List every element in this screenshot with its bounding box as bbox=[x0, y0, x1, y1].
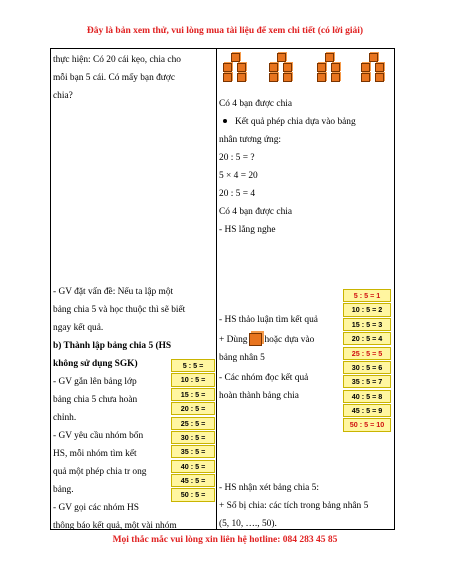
cube-icon bbox=[237, 73, 246, 82]
left-text: bảng chia 5 chưa hoàn bbox=[53, 395, 138, 405]
cube-icon bbox=[361, 73, 370, 82]
division-fact-cell: 15 : 5 = bbox=[171, 388, 215, 401]
cube-icon bbox=[375, 73, 384, 82]
division-fact-cell: 35 : 5 = bbox=[171, 445, 215, 458]
division-fact-cell: 40 : 5 = bbox=[171, 460, 215, 473]
left-text: - GV gắn lên bảng lớp bbox=[53, 377, 137, 387]
cube-group bbox=[269, 53, 295, 83]
cube-group bbox=[317, 53, 343, 83]
division-fact-cell: 30 : 5 = bbox=[171, 431, 215, 444]
candy-cubes-illustration bbox=[219, 53, 393, 89]
cube-icon bbox=[249, 333, 262, 346]
division-fact-cell: 40 : 5 = 8 bbox=[343, 390, 391, 403]
right-text: + Số bị chia: các tích trong bảng nhân 5 bbox=[219, 501, 369, 511]
division-fact-cell: 25 : 5 = 5 bbox=[343, 347, 391, 360]
right-text: bảng nhân 5 bbox=[219, 353, 265, 363]
bullet-icon bbox=[223, 119, 227, 123]
cube-icon bbox=[231, 53, 240, 62]
preview-notice: Đây là bản xem thử, vui lòng mua tài liệu để xem chi tiết (có lời giải) bbox=[86, 26, 364, 36]
left-text: bảng chia 5 và học thuộc thì sẽ biết bbox=[53, 305, 186, 315]
division-fact-cell: 20 : 5 = bbox=[171, 402, 215, 415]
division-fact-cell: 15 : 5 = 3 bbox=[343, 318, 391, 331]
right-text: hoàn thành bảng chia bbox=[219, 391, 299, 401]
hotline-notice: Mọi thắc mắc vui lòng xin liên hệ hotline: 084 283 45 85 bbox=[112, 535, 338, 545]
section-heading: b) Thành lập bảng chia 5 (HS bbox=[53, 341, 172, 351]
right-text: - Các nhóm đọc kết quả bbox=[219, 373, 309, 383]
section-heading: không sử dụng SGK) bbox=[53, 359, 138, 369]
division-fact-cell: 25 : 5 = bbox=[171, 417, 215, 430]
left-text: ngay kết quả. bbox=[53, 323, 104, 333]
division-fact-cell: 10 : 5 = bbox=[171, 373, 215, 386]
cube-icon bbox=[369, 53, 378, 62]
left-text: bảng. bbox=[53, 485, 74, 495]
lesson-table bbox=[50, 48, 395, 530]
right-text: Có 4 bạn được chia bbox=[219, 207, 293, 217]
right-text: 20 : 5 = ? bbox=[219, 153, 255, 163]
cube-icon bbox=[223, 73, 232, 82]
cube-icon bbox=[317, 73, 326, 82]
cube-group bbox=[361, 53, 387, 83]
left-text: thực hiện: Có 20 cái kẹo, chia cho bbox=[53, 55, 181, 65]
division-fact-cell: 5 : 5 = 1 bbox=[343, 289, 391, 302]
left-text: quả một phép chia tr ong bbox=[53, 467, 147, 477]
right-text: - HS thảo luận tìm kết quả bbox=[219, 315, 318, 325]
cube-group bbox=[223, 53, 249, 83]
right-text: 5 × 4 = 20 bbox=[219, 171, 258, 181]
cube-icon bbox=[237, 63, 246, 72]
left-text: chia? bbox=[53, 91, 73, 101]
right-text: Kết quả phép chia dựa vào bảng bbox=[219, 113, 393, 132]
cube-icon bbox=[361, 63, 370, 72]
division-fact-cell: 10 : 5 = 2 bbox=[343, 303, 391, 316]
right-text: 20 : 5 = 4 bbox=[219, 189, 256, 199]
column-divider bbox=[216, 49, 217, 529]
right-text: - HS lắng nghe bbox=[219, 225, 276, 235]
cube-icon bbox=[375, 63, 384, 72]
cube-icon bbox=[269, 73, 278, 82]
left-text: mỗi bạn 5 cái. Có mấy bạn được bbox=[53, 73, 175, 83]
cube-icon bbox=[331, 73, 340, 82]
cube-icon bbox=[283, 73, 292, 82]
division-fact-cell: 35 : 5 = 7 bbox=[343, 375, 391, 388]
division-fact-cell: 30 : 5 = 6 bbox=[343, 361, 391, 374]
division-fact-cell: 50 : 5 = bbox=[171, 488, 215, 501]
left-text: HS, mỗi nhóm tìm kết bbox=[53, 449, 137, 459]
left-text: thông báo kết quả, một vài nhóm bbox=[53, 521, 177, 531]
right-text: - HS nhận xét bảng chia 5: bbox=[219, 483, 319, 493]
incomplete-division-table bbox=[171, 359, 215, 503]
complete-division-table bbox=[343, 289, 391, 433]
left-text: - GV đặt vấn đề: Nếu ta lập một bbox=[53, 287, 174, 297]
cube-icon bbox=[269, 63, 278, 72]
division-fact-cell: 5 : 5 = bbox=[171, 359, 215, 372]
division-fact-cell: 20 : 5 = 4 bbox=[343, 332, 391, 345]
division-fact-cell: 45 : 5 = 9 bbox=[343, 404, 391, 417]
cube-icon bbox=[283, 63, 292, 72]
cube-icon bbox=[317, 63, 326, 72]
left-text: - GV gọi các nhóm HS bbox=[53, 503, 140, 513]
right-text: + Dùng hoặc dựa vào bbox=[219, 335, 315, 345]
division-fact-cell: 45 : 5 = bbox=[171, 474, 215, 487]
division-fact-cell: 50 : 5 = 10 bbox=[343, 418, 391, 431]
cube-icon bbox=[223, 63, 232, 72]
left-text: - GV yêu cầu nhóm bốn bbox=[53, 431, 144, 441]
left-text: chỉnh. bbox=[53, 413, 77, 423]
right-text: Có 4 bạn được chia bbox=[219, 99, 293, 109]
right-text: nhân tương ứng: bbox=[219, 135, 281, 145]
cube-icon bbox=[325, 53, 334, 62]
cube-icon bbox=[331, 63, 340, 72]
cube-icon bbox=[277, 53, 286, 62]
right-text: (5, 10, …., 50). bbox=[219, 519, 277, 529]
